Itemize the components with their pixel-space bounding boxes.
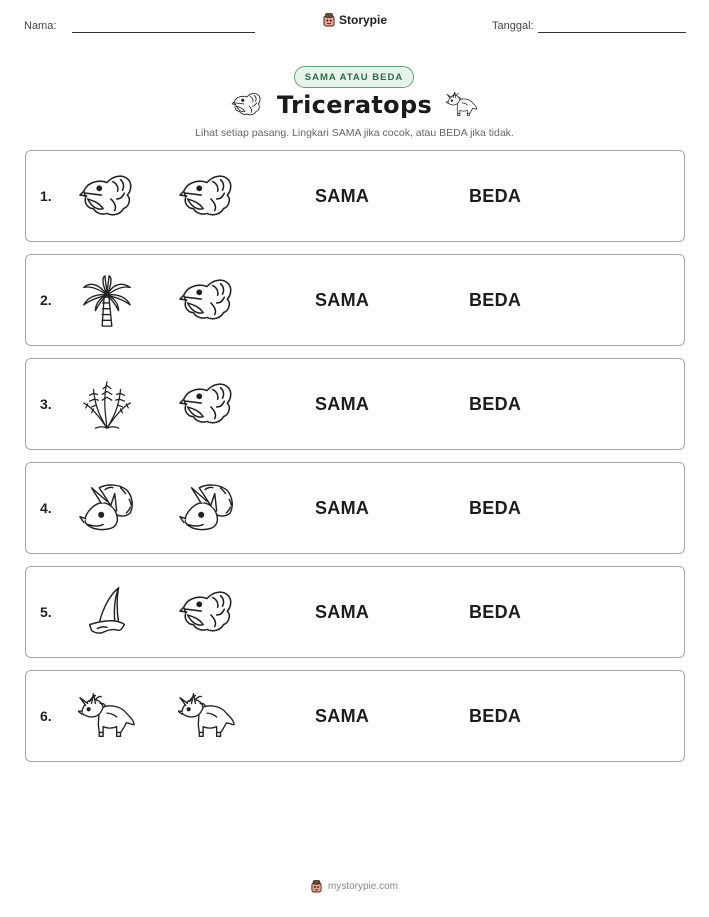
dino-head-icon: [78, 169, 136, 225]
row-number: 3.: [40, 396, 52, 412]
dino-head-icon: [178, 377, 236, 433]
question-row-3: [25, 358, 685, 450]
name-underline[interactable]: [72, 32, 255, 33]
row-number: 1.: [40, 188, 52, 204]
name-label: Nama:: [24, 20, 57, 32]
row-number: 5.: [40, 604, 52, 620]
brand-name: Storypie: [339, 13, 388, 27]
date-label: Tanggal:: [492, 20, 534, 32]
same-option[interactable]: SAMA: [315, 290, 370, 310]
same-option[interactable]: SAMA: [315, 394, 370, 414]
triceratops-body-icon: [78, 689, 136, 745]
palm-tree-icon: [78, 273, 136, 329]
question-row-2: [25, 254, 685, 346]
name-field[interactable]: [24, 20, 56, 32]
same-option[interactable]: SAMA: [315, 498, 370, 518]
worksheet-badge: SAMA ATAU BEDA: [294, 66, 414, 88]
same-option[interactable]: SAMA: [315, 706, 370, 726]
instructions: Lihat setiap pasang. Lingkari SAMA jika cocok, atau BEDA jika tidak.: [195, 127, 514, 139]
different-option[interactable]: BEDA: [469, 498, 522, 518]
question-list: [25, 150, 685, 774]
horn-icon: [78, 585, 136, 641]
dino-head-icon: [231, 90, 263, 120]
triceratops-face-icon: [78, 481, 136, 537]
dino-head-icon: [178, 585, 236, 641]
dino-head-icon: [178, 273, 236, 329]
triceratops-face-icon: [178, 481, 236, 537]
different-option[interactable]: BEDA: [469, 602, 522, 622]
dino-head-icon: [178, 169, 236, 225]
storypie-logo-icon: [311, 880, 322, 893]
question-row-4: [25, 462, 685, 554]
triceratops-body-icon: [178, 689, 236, 745]
different-option[interactable]: BEDA: [469, 394, 522, 414]
storypie-logo-icon: [323, 13, 335, 27]
different-option[interactable]: BEDA: [469, 290, 522, 310]
question-row-6: [25, 670, 685, 762]
triceratops-body-icon: [446, 90, 478, 120]
worksheet-title: Triceratops: [276, 91, 433, 119]
different-option[interactable]: BEDA: [469, 706, 522, 726]
fern-plant-icon: [78, 377, 136, 433]
different-option[interactable]: BEDA: [469, 186, 522, 206]
row-number: 2.: [40, 292, 52, 308]
footer: [0, 880, 709, 893]
same-option[interactable]: SAMA: [315, 186, 370, 206]
date-underline[interactable]: [538, 32, 686, 33]
row-number: 6.: [40, 708, 52, 724]
question-row-5: [25, 566, 685, 658]
row-number: 4.: [40, 500, 52, 516]
brand-header: [323, 13, 387, 27]
title-row: [0, 90, 709, 120]
footer-site[interactable]: mystorypie.com: [327, 881, 398, 892]
same-option[interactable]: SAMA: [315, 602, 370, 622]
date-field[interactable]: [492, 20, 534, 32]
question-row-1: [25, 150, 685, 242]
